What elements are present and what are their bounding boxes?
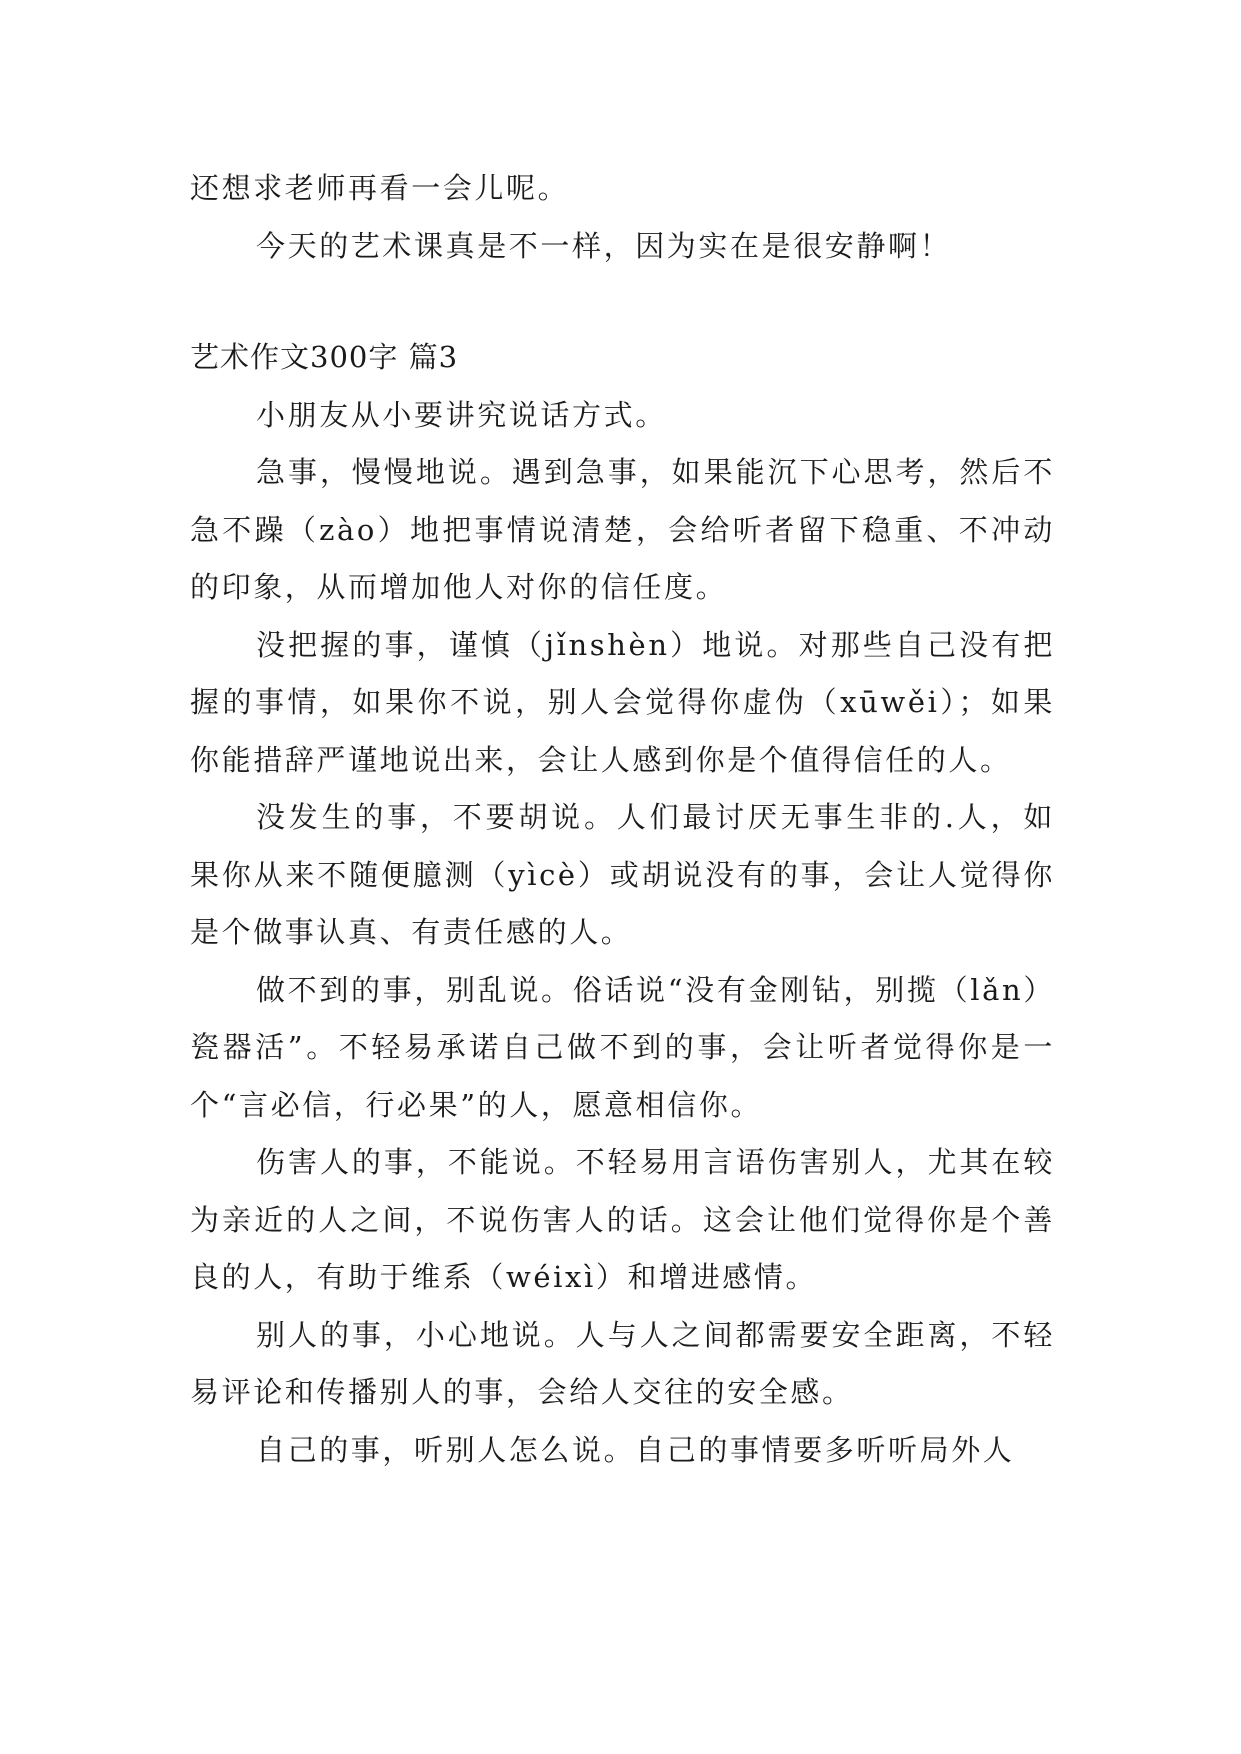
paragraph: 没发生的事，不要胡说。人们最讨厌无事生非的.人，如果你从来不随便臆测（yìcè）或胡说没有的事，会让人觉得你是个做事认真、有责任感的人。	[190, 800, 1055, 949]
paragraph: 今天的艺术课真是不一样，因为实在是很安静啊！	[256, 228, 952, 263]
paragraph: 做不到的事，别乱说。俗话说“没有金刚钻，别揽（lǎn）瓷器活”。不轻易承诺自己做不到的事，会让听者觉得你是一个“言必信，行必果”的人，愿意相信你。	[190, 972, 1055, 1122]
paragraph: 还想求老师再看一会儿呢。	[190, 171, 570, 205]
section-heading: 艺术作文300字 篇3	[190, 340, 459, 374]
document-page	[190, 160, 1055, 1479]
paragraph: 别人的事，小心地说。人与人之间都需要安全距离，不轻易评论和传播别人的事，会给人交往的安全感。	[190, 1317, 1055, 1409]
paragraph: 急事，慢慢地说。遇到急事，如果能沉下心思考，然后不急不躁（zào）地把事情说清楚，会给听者留下稳重、不冲动的印象，从而增加他人对你的信任度。	[190, 455, 1055, 604]
paragraph: 小朋友从小要讲究说话方式。	[256, 397, 667, 432]
paragraph: 伤害人的事，不能说。不轻易用言语伤害别人，尤其在较为亲近的人之间，不说伤害人的话。这会让他们觉得你是个善良的人，有助于维系（wéixì）和增进感情。	[190, 1145, 1055, 1294]
section-spacer	[190, 275, 1055, 329]
paragraph: 没把握的事，谨慎（jǐnshèn）地说。对那些自己没有把握的事情，如果你不说，别人会觉得你虚伪（xūwěi）；如果你能措辞严谨地说出来，会让人感到你是个值得信任的人。	[190, 627, 1055, 777]
paragraph: 自己的事，听别人怎么说。自己的事情要多听听局外人	[256, 1432, 1015, 1467]
